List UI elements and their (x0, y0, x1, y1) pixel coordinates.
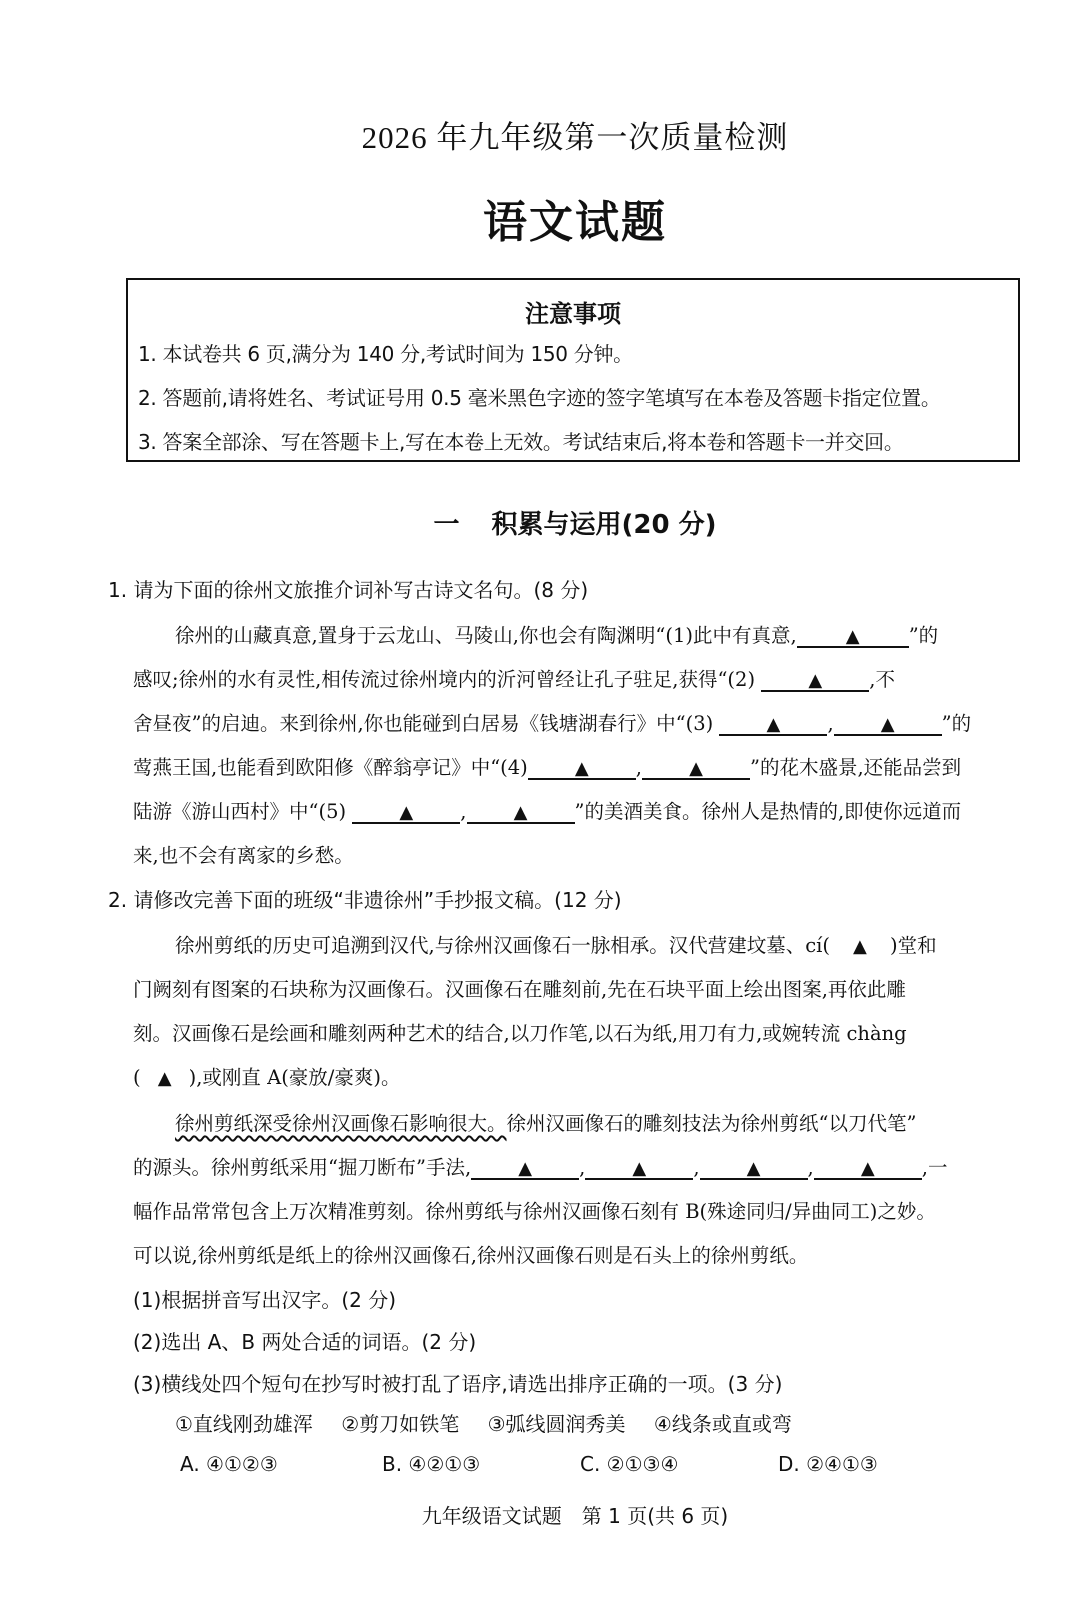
triangle-marker-icon: ▲ (860, 1158, 875, 1179)
question-2-heading: 2. 请修改完善下面的班级“非遗徐州”手抄报文稿。(12 分) (108, 888, 622, 912)
triangle-marker-icon: ▲ (574, 758, 589, 779)
q2-para2-line-4: 可以说,徐州剪纸是纸上的徐州汉画像石,徐州汉画像石则是石头上的徐州剪纸。 (133, 1244, 809, 1267)
q1-line-4: 莺燕王国,也能看到欧阳修《醉翁亭记》中“(4) ▲ , ▲ ”的花木盛景,还能品尝到 (133, 756, 962, 779)
notice-item-2: 2. 答题前,请将姓名、考试证号用 0.5 毫米黑色字迹的签字笔填写在本卷及答题卡指定位置。 (138, 386, 941, 410)
question-1-heading: 1. 请为下面的徐州文旅推介词补写古诗文名句。(8 分) (108, 578, 589, 602)
triangle-marker-icon: ▲ (845, 626, 860, 647)
notice-box (126, 278, 1020, 462)
pinyin-blank-chang[interactable] (141, 1066, 189, 1089)
subject-title: 语文试题 (483, 197, 667, 248)
triangle-marker-icon: ▲ (766, 714, 781, 735)
sentence-1: ①直线刚劲雄浑 (175, 1412, 313, 1436)
answer-blank-2[interactable] (761, 670, 869, 692)
section-name: 积累与运用(20 分) (491, 510, 717, 540)
q1-line-2: 感叹;徐州的水有灵性,相传流过徐州境内的沂河曾经让孔子驻足,获得“(2) ▲ ,不 (133, 668, 895, 691)
q2-para2-line-3: 幅作品常常包含上万次精准剪刻。徐州剪纸与徐州汉画像石刻有 B(殊途同归/异曲同工)之妙。 (133, 1200, 936, 1223)
page-footer: 九年级语文试题 第 1 页(共 6 页) (421, 1504, 729, 1528)
q2-para1-line-4: ( ▲ ),或刚直 A(豪放/豪爽)。 (133, 1066, 401, 1089)
triangle-marker-icon: ▲ (853, 936, 867, 957)
triangle-marker-icon: ▲ (808, 670, 823, 691)
q1-line-5: 陆游《游山西村》中“(5) ▲ , ▲ ”的美酒美食。徐州人是热情的,即使你远道而 (133, 800, 962, 823)
answer-blank-3a[interactable] (719, 714, 827, 736)
sentence-4: ④线条或直或弯 (653, 1412, 792, 1436)
answer-blank-1[interactable] (797, 626, 909, 648)
sentence-blank-3[interactable] (700, 1158, 808, 1180)
q2-para2-line-2: 的源头。徐州剪纸采用“掘刀断布”手法, ▲ , ▲ , ▲ , ▲ ,一 (133, 1156, 948, 1179)
section-number: 一 (433, 510, 460, 540)
triangle-marker-icon: ▲ (513, 802, 528, 823)
sentence-3: ③弧线圆润秀美 (487, 1412, 626, 1436)
pinyin-blank-ci[interactable] (830, 934, 890, 957)
q1-line-1: 徐州的山藏真意,置身于云龙山、马陵山,你也会有陶渊明“(1)此中有真意, ▲ ”的 (175, 624, 939, 647)
answer-blank-5a[interactable] (352, 802, 460, 824)
q2-para2-line-1: 徐州剪纸深受徐州汉画像石影响很大。徐州汉画像石的雕刻技法为徐州剪纸“以刀代笔” (175, 1112, 917, 1135)
sentence-options (175, 1408, 814, 1437)
q1-line-6: 来,也不会有离家的乡愁。 (133, 844, 354, 867)
q2-para1-line-1: 徐州剪纸的历史可追溯到汉代,与徐州汉画像石一脉相承。汉代营建坟墓、cí( ▲ )堂和 (175, 934, 937, 957)
notice-item-1: 1. 本试卷共 6 页,满分为 140 分,考试时间为 150 分钟。 (138, 342, 633, 366)
notice-heading: 注意事项 (525, 300, 621, 328)
exam-title: 2026 年九年级第一次质量检测 (361, 120, 789, 155)
sub-question-3: (3)横线处四个短句在抄写时被打乱了语序,请选出排序正确的一项。(3 分) (133, 1372, 783, 1396)
wavy-underlined-sentence: 徐州剪纸深受徐州汉画像石影响很大。 (175, 1112, 507, 1135)
triangle-marker-icon: ▲ (632, 1158, 647, 1179)
triangle-marker-icon: ▲ (689, 758, 703, 779)
section-title (0, 504, 1080, 541)
notice-item-3: 3. 答案全部涂、写在答题卡上,写在本卷上无效。考试结束后,将本卷和答题卡一并交回。 (138, 430, 904, 454)
choice-d[interactable]: D. ②④①③ (778, 1452, 878, 1476)
choice-a[interactable]: A. ④①②③ (180, 1452, 278, 1476)
choice-b[interactable]: B. ④②①③ (382, 1452, 481, 1476)
sentence-blank-1[interactable] (471, 1158, 579, 1180)
triangle-marker-icon: ▲ (518, 1158, 533, 1179)
answer-blank-4a[interactable] (528, 758, 636, 780)
triangle-marker-icon: ▲ (157, 1068, 172, 1089)
answer-blank-3b[interactable] (834, 714, 942, 736)
choice-c[interactable]: C. ②①③④ (580, 1452, 679, 1476)
sentence-2: ②剪刀如铁笔 (341, 1412, 460, 1436)
triangle-marker-icon: ▲ (746, 1158, 761, 1179)
q2-para1-line-2: 门阙刻有图案的石块称为汉画像石。汉画像石在雕刻前,先在石块平面上绘出图案,再依此雕 (133, 978, 906, 1001)
q2-para1-line-3: 刻。汉画像石是绘画和雕刻两种艺术的结合,以刀作笔,以石为纸,用刀有力,或婉转流 chàng (133, 1022, 907, 1045)
answer-blank-4b[interactable] (642, 758, 750, 780)
sub-question-1: (1)根据拼音写出汉字。(2 分) (133, 1288, 397, 1312)
triangle-marker-icon: ▲ (399, 802, 414, 823)
sentence-blank-2[interactable] (585, 1158, 693, 1180)
sub-question-2: (2)选出 A、B 两处合适的词语。(2 分) (133, 1330, 477, 1354)
q1-line-3: 舍昼夜”的启迪。来到徐州,你也能碰到白居易《钱塘湖春行》中“(3) ▲ , ▲ ”的 (133, 712, 972, 735)
sentence-blank-4[interactable] (814, 1158, 922, 1180)
answer-blank-5b[interactable] (467, 802, 575, 824)
triangle-marker-icon: ▲ (880, 714, 895, 735)
